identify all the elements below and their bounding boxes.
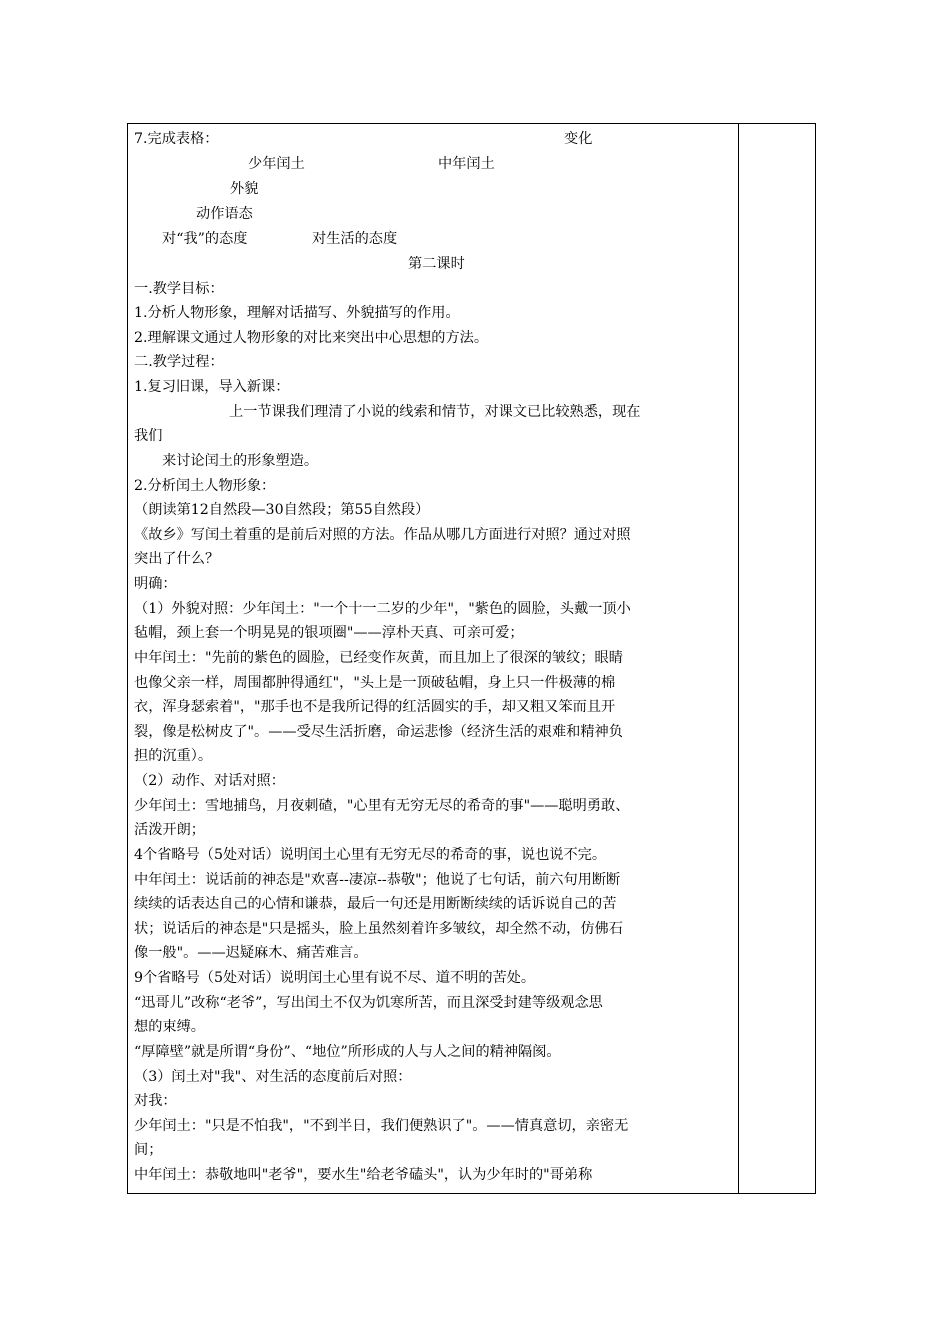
column-divider bbox=[738, 124, 739, 1193]
body-line: 担的沉重）。 bbox=[134, 748, 213, 764]
body-line: 2.理解课文通过人物形象的对比来突出中心思想的方法。 bbox=[134, 330, 489, 346]
lesson-2-title: 第二课时 bbox=[408, 256, 465, 272]
body-line: 1.分析人物形象，理解对话描写、外貌描写的作用。 bbox=[134, 305, 460, 321]
body-line: “厚障壁”就是所谓“身份”、“地位”所形成的人与人之间的精神隔阂。 bbox=[134, 1044, 561, 1060]
body-line: 4个省略号（5处对话）说明闰土心里有无穷无尽的希奇的事，说也说不完。 bbox=[134, 847, 607, 863]
body-line: 上一节课我们理清了小说的线索和情节，对课文已比较熟悉，现在 bbox=[229, 404, 641, 420]
row-action: 动作语态 bbox=[196, 206, 253, 222]
body-line: 中年闰土：恭敬地叫"老爷"，要水生"给老爷磕头"，认为少年时的"哥弟称 bbox=[134, 1167, 593, 1183]
column-middle-runtu: 中年闰土 bbox=[438, 156, 495, 172]
row-appearance: 外貌 bbox=[230, 181, 259, 197]
body-line: 衣，浑身瑟索着"，"那手也不是我所记得的红活圆实的手，却又粗又笨而且开 bbox=[134, 699, 616, 715]
body-line: 中年闰土："先前的紫色的圆脸，已经变作灰黄，而且加上了很深的皱纹；眼睛 bbox=[134, 650, 623, 666]
body-line: 二.教学过程： bbox=[134, 354, 224, 370]
body-line: （3）闰土对"我"、对生活的态度前后对照： bbox=[134, 1069, 412, 1085]
body-line: 毡帽，颈上套一个明晃晃的银项圈"——淳朴天真、可亲可爱； bbox=[134, 625, 524, 641]
body-line: 突出了什么？ bbox=[134, 551, 220, 567]
body-line: 像一般"。——迟疑麻木、痛苦难言。 bbox=[134, 945, 368, 961]
body-line: 间； bbox=[134, 1142, 163, 1158]
body-line: 想的束缚。 bbox=[134, 1019, 205, 1035]
body-line: （1）外貌对照：少年闰土："一个十一二岁的少年"，"紫色的圆脸，头戴一顶小 bbox=[134, 601, 631, 617]
row-attitude-me: 对“我”的态度 bbox=[162, 231, 248, 247]
body-line: 续续的话表达自己的心情和谦恭，最后一句还是用断断续续的话诉说自己的苦 bbox=[134, 896, 617, 912]
body-line: 中年闰土：说话前的神态是"欢喜--凄凉--恭敬"；他说了七句话，前六句用断断 bbox=[134, 872, 621, 888]
body-line: 我们 bbox=[134, 428, 163, 444]
body-line: 对我： bbox=[134, 1093, 177, 1109]
change-header: 变化 bbox=[564, 131, 593, 147]
body-line: 来讨论闰土的形象塑造。 bbox=[162, 453, 319, 469]
body-line: （朗读第12自然段—30自然段；第55自然段） bbox=[134, 502, 430, 518]
body-line: 一.教学目标： bbox=[134, 281, 224, 297]
body-line: 明确： bbox=[134, 576, 177, 592]
row-attitude-life: 对生活的态度 bbox=[312, 231, 398, 247]
body-line: 《故乡》写闰土着重的是前后对照的方法。作品从哪几方面进行对照？通过对照 bbox=[134, 527, 631, 543]
column-young-runtu: 少年闰土 bbox=[248, 156, 305, 172]
body-line: 活泼开朗； bbox=[134, 822, 205, 838]
body-line: 状；说话后的神态是"只是摇头，脸上虽然刻着许多皱纹，却全然不动，仿佛石 bbox=[134, 921, 623, 937]
body-line: “迅哥儿”改称“老爷”，写出闰土不仅为饥寒所苦，而且深受封建等级观念思 bbox=[134, 995, 603, 1011]
lesson-plan-table bbox=[127, 123, 816, 1194]
body-line: 少年闰土："只是不怕我"，"不到半日，我们便熟识了"。——情真意切，亲密无 bbox=[134, 1118, 629, 1134]
body-line: 裂，像是松树皮了"。——受尽生活折磨，命运悲惨（经济生活的艰难和精神负 bbox=[134, 724, 623, 740]
body-line: 少年闰土：雪地捕鸟，月夜刺碴，"心里有无穷无尽的希奇的事"——聪明勇敢、 bbox=[134, 798, 630, 814]
body-line: 2.分析闰土人物形象： bbox=[134, 478, 276, 494]
body-line: 1.复习旧课，导入新课： bbox=[134, 379, 290, 395]
body-line: 9个省略号（5处对话）说明闰土心里有说不尽、道不明的苦处。 bbox=[134, 970, 536, 986]
body-line: 也像父亲一样，周围都肿得通红"，"头上是一顶破毡帽，身上只一件极薄的棉 bbox=[134, 675, 616, 691]
item-7-label: 7.完成表格： bbox=[134, 131, 219, 147]
body-line: （2）动作、对话对照： bbox=[134, 773, 285, 789]
